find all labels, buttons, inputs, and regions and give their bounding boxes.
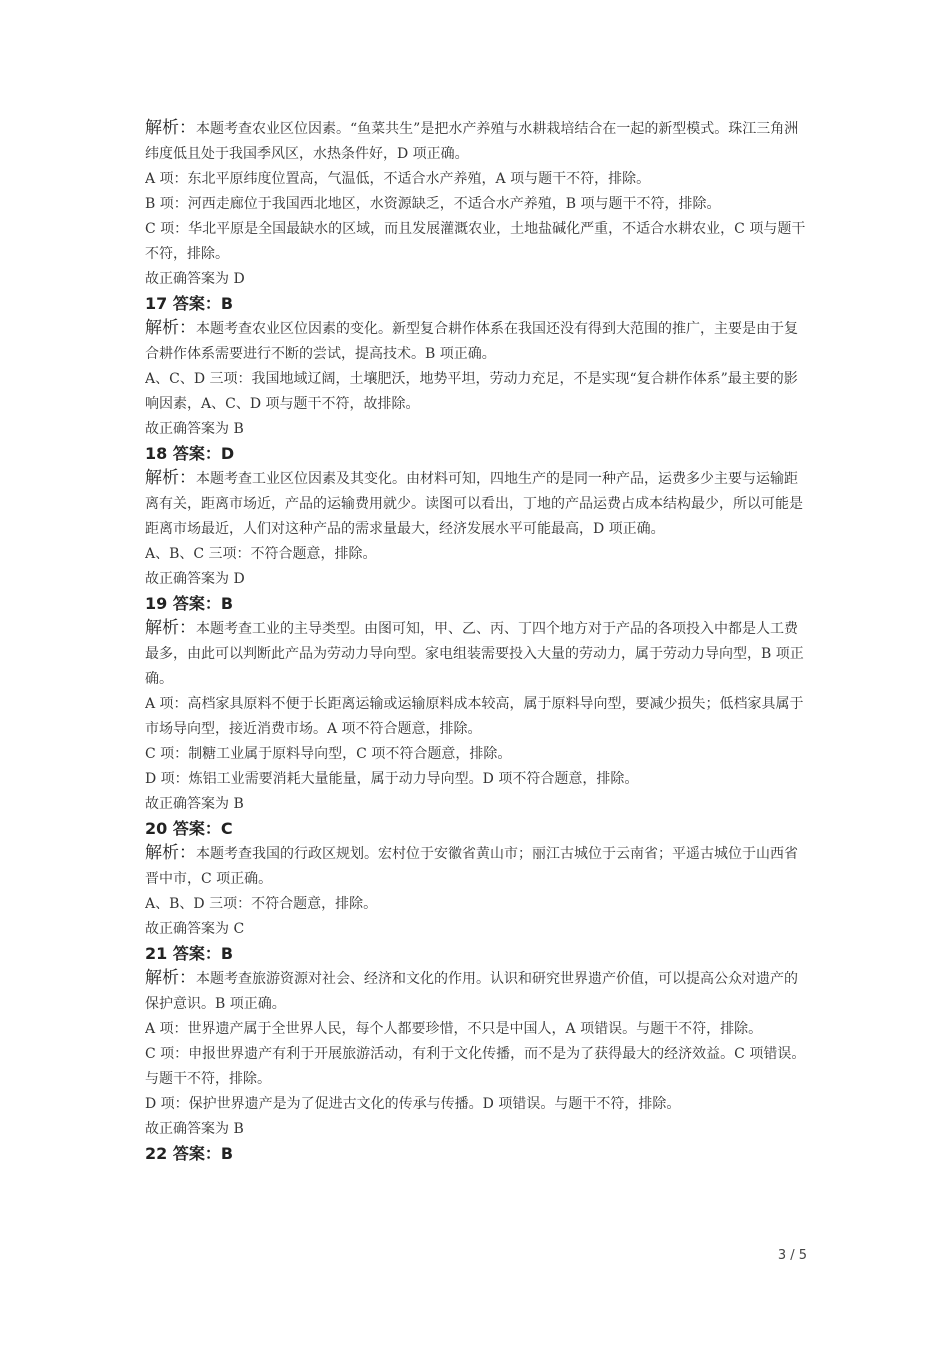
analysis-label: 解析：: [145, 618, 196, 638]
analysis-paragraph: [145, 966, 810, 1017]
answer-heading: 18 答案：D: [145, 444, 235, 463]
correct-answer-line: 故正确答案为 B: [145, 1121, 244, 1137]
option-paragraph: C 项：申报世界遗产有利于开展旅游活动，有利于文化传播，而不是为了获得最大的经济效益。C 项错误。与题干不符，排除。: [145, 1046, 806, 1087]
answer-heading: 22 答案：B: [145, 1144, 234, 1163]
analysis-paragraph: [145, 316, 810, 367]
option-paragraph: A、B、C 三项：不符合题意，排除。: [145, 546, 377, 562]
analysis-label: 解析：: [145, 318, 196, 338]
analysis-paragraph: [145, 116, 810, 167]
option-paragraph: B 项：河西走廊位于我国西北地区，水资源缺乏，不适合水产养殖，B 项与题干不符，排除。: [145, 196, 721, 212]
option-paragraph: C 项：制糖工业属于原料导向型，C 项不符合题意，排除。: [145, 746, 512, 762]
correct-answer-line: 故正确答案为 B: [145, 796, 244, 812]
analysis-text: 本题考查旅游资源对社会、经济和文化的作用。认识和研究世界遗产价值，可以提高公众对遗产的保护意识。B 项正确。: [145, 971, 798, 1012]
analysis-text: 本题考查工业区位因素及其变化。由材料可知，四地生产的是同一种产品，运费多少主要与运输距离有关，距离市场近，产品的运输费用就少。读图可以看出，丁地的产品运费占成本结构最少，所以可能是距离市场最近，人们对这种产品的需求量最大，经济发展水平可能最高，D 项正确。: [145, 471, 803, 537]
answer-heading: 21 答案：B: [145, 944, 234, 963]
analysis-label: 解析：: [145, 468, 196, 488]
analysis-text: 本题考查农业区位因素。“鱼菜共生”是把水产养殖与水耕栽培结合在一起的新型模式。珠江三角洲纬度低且处于我国季风区，水热条件好，D 项正确。: [145, 121, 799, 162]
analysis-text: 本题考查农业区位因素的变化。新型复合耕作体系在我国还没有得到大范围的推广，主要是由于复合耕作体系需要进行不断的尝试，提高技术。B 项正确。: [145, 321, 798, 362]
analysis-paragraph: [145, 466, 810, 542]
correct-answer-line: 故正确答案为 D: [145, 271, 245, 287]
option-paragraph: D 项：保护世界遗产是为了促进古文化的传承与传播。D 项错误。与题干不符，排除。: [145, 1096, 681, 1112]
analysis-paragraph: [145, 841, 810, 892]
analysis-text: 本题考查我国的行政区规划。宏村位于安徽省黄山市；丽江古城位于云南省；平遥古城位于山西省晋中市，C 项正确。: [145, 846, 798, 887]
option-paragraph: A 项：高档家具原料不便于长距离运输或运输原料成本较高，属于原料导向型，要减少损失；低档家具属于市场导向型，接近消费市场。A 项不符合题意，排除。: [145, 696, 804, 737]
option-paragraph: A 项：世界遗产属于全世界人民，每个人都要珍惜，不只是中国人，A 项错误。与题干不符，排除。: [145, 1021, 763, 1037]
option-paragraph: A、C、D 三项：我国地域辽阔，土壤肥沃，地势平坦，劳动力充足，不是实现“复合耕作体系”最主要的影响因素，A、C、D 项与题干不符，故排除。: [145, 371, 798, 412]
option-paragraph: D 项：炼铝工业需要消耗大量能量，属于动力导向型。D 项不符合题意，排除。: [145, 771, 639, 787]
answer-heading: 19 答案：B: [145, 594, 234, 613]
option-paragraph: A、B、D 三项：不符合题意，排除。: [145, 896, 378, 912]
correct-answer-line: 故正确答案为 C: [145, 921, 245, 937]
analysis-text: 本题考查工业的主导类型。由图可知，甲、乙、丙、丁四个地方对于产品的各项投入中都是人工费最多，由此可以判断此产品为劳动力导向型。家电组装需要投入大量的劳动力，属于劳动力导向型，B 项正确。: [145, 621, 804, 687]
analysis-label: 解析：: [145, 843, 196, 863]
option-paragraph: A 项：东北平原纬度位置高，气温低，不适合水产养殖，A 项与题干不符，排除。: [145, 171, 651, 187]
analysis-label: 解析：: [145, 118, 196, 138]
analysis-paragraph: [145, 616, 810, 692]
answer-heading: 20 答案：C: [145, 819, 233, 838]
page-number: 3 / 5: [777, 1248, 807, 1263]
correct-answer-line: 故正确答案为 D: [145, 571, 245, 587]
answer-content: [145, 116, 810, 1166]
option-paragraph: C 项：华北平原是全国最缺水的区域，而且发展灌溉农业，土地盐碱化严重，不适合水耕农业，C 项与题干不符，排除。: [145, 221, 806, 262]
analysis-label: 解析：: [145, 968, 196, 988]
answer-heading: 17 答案：B: [145, 294, 234, 313]
correct-answer-line: 故正确答案为 B: [145, 421, 244, 437]
